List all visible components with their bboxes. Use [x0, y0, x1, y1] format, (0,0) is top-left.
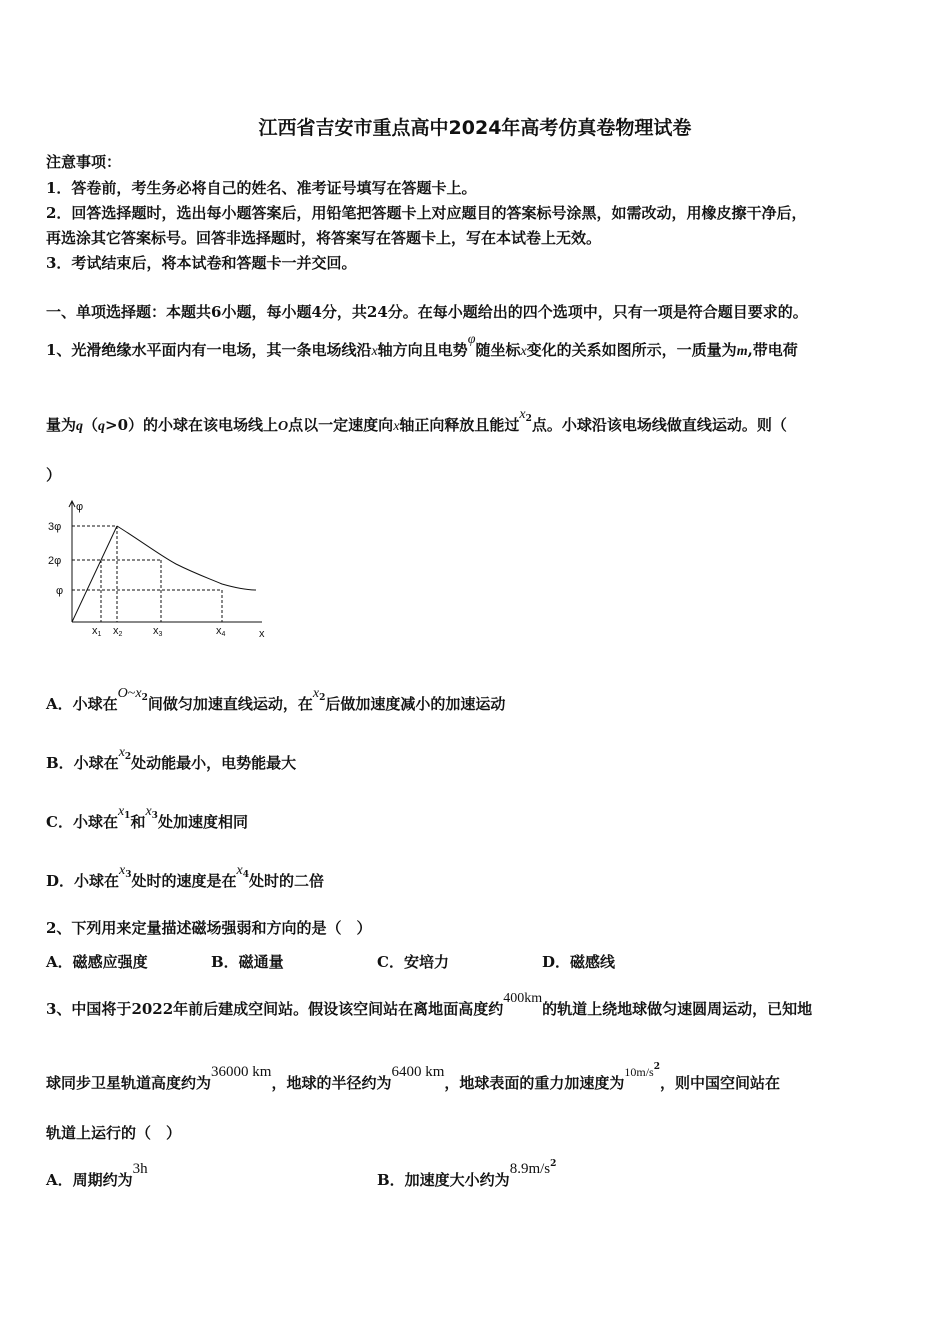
q3-line-3: 轨道上运行的（ ） [46, 1124, 182, 1142]
q1-option-c-text: 处加速度相同 [157, 813, 248, 831]
q1-option-d-text: 处时的速度是在 [131, 872, 237, 890]
q1-text: 1、光滑绝缘水平面内有一电场，其一条电场线沿 [46, 341, 372, 359]
q1-text: ,带电荷 [747, 341, 798, 359]
q3-option-b [377, 1159, 557, 1190]
acceleration-exponent: 2 [550, 1159, 557, 1169]
var-q: q [76, 419, 84, 434]
var-x1: x [117, 804, 125, 819]
q1-option-a-text: 后做加速度减小的加速运动 [325, 695, 506, 713]
q3-line-2 [46, 1062, 781, 1093]
page-title: 江西省吉安市重点高中2024年高考仿真卷物理试卷 [258, 117, 692, 139]
q1-line-1 [46, 332, 798, 360]
var-x: x [393, 419, 400, 434]
x-tick-x2: x2 [113, 625, 123, 638]
q2-stem: 2、下列用来定量描述磁场强弱和方向的是（ ） [46, 919, 372, 937]
q1-option-d [46, 863, 325, 891]
y-tick-3phi: 3φ [48, 521, 62, 533]
period-value: 3h [132, 1161, 148, 1177]
gravity-exponent: 2 [653, 1062, 660, 1072]
potential-graph [46, 498, 276, 643]
var-x4-sub: 4 [242, 870, 249, 880]
q3-text: 的轨道上绕地球做匀速圆周运动，已知地 [542, 1000, 813, 1018]
x-axis-label: x [259, 628, 265, 640]
var-x3-sub: 3 [125, 870, 132, 880]
var-x1-sub: 1 [124, 811, 131, 821]
q1-option-b [46, 745, 297, 773]
q3-line-1 [46, 991, 813, 1019]
x-tick-x3: x3 [153, 625, 163, 638]
y-axis-label: φ [76, 501, 84, 513]
q1-option-c-text: C．小球在 [46, 813, 118, 831]
notice-item-2-line-1: 2．回答选择题时，选出每小题答案后，用铅笔把答题卡上对应题目的答案标号涂黑，如需改动，用橡皮擦干净后， [46, 204, 807, 222]
q1-text: 点。小球沿该电场线做直线运动。则（ [531, 416, 787, 434]
q1-text: 变化的关系如图所示，一质量为 [526, 341, 737, 359]
q3-text: 3、中国将于2022年前后建成空间站。假设该空间站在离地面高度约 [46, 1000, 504, 1018]
var-x3: x [119, 863, 126, 878]
var-x2: x [519, 407, 526, 422]
gravity-value: 10m/s [624, 1065, 654, 1079]
q3-text: ，则中国空间站在 [660, 1074, 781, 1092]
q1-text: 轴正向释放且能过 [399, 416, 520, 434]
q1-option-c [46, 804, 248, 832]
q3-text: 球同步卫星轨道高度约为 [46, 1074, 212, 1092]
var-x3: x [145, 804, 152, 819]
q1-text: 轴方向且电势 [377, 341, 468, 359]
q1-option-a [46, 686, 506, 714]
var-m: m [736, 344, 748, 359]
q3-option-b-text: B．加速度大小约为 [377, 1171, 510, 1189]
q3-text: ，地球表面的重力加速度为 [444, 1074, 625, 1092]
var-x2-sub: 2 [141, 693, 148, 703]
q1-option-d-text: D．小球在 [46, 872, 120, 890]
var-x3-sub: 3 [151, 811, 158, 821]
q3-text: ，地球的半径约为 [271, 1074, 392, 1092]
q1-option-b-text: B．小球在 [46, 754, 119, 772]
q1-text: 点以一定速度向 [288, 416, 394, 434]
x-tick-x1: x1 [92, 625, 102, 638]
q2-option-d: D．磁感线 [542, 953, 616, 971]
notice-heading: 注意事项： [46, 153, 122, 171]
rise-line [72, 526, 117, 622]
q1-text: 随坐标 [475, 341, 521, 359]
section-heading: 一、单项选择题：本题共6小题，每小题4分，共24分。在每小题给出的四个选项中，只有一项是符合题目要求的。 [46, 303, 808, 321]
q3-option-a-text: A．周期约为 [46, 1171, 133, 1189]
q2-option-a: A．磁感应强度 [46, 953, 148, 971]
x-tick-x4: x4 [216, 625, 226, 638]
var-q: q [98, 419, 106, 434]
var-x2: x [312, 686, 320, 701]
var-x: x [520, 344, 527, 359]
var-x2-sub: 2 [319, 693, 326, 703]
notice-item-1: 1．答卷前，考生务必将自己的姓名、准考证号填写在答题卡上。 [46, 179, 477, 197]
q1-option-d-text: 处时的二倍 [249, 872, 325, 890]
q1-text: >0）的小球在该电场线上 [105, 416, 279, 434]
q2-option-b: B．磁通量 [211, 953, 284, 971]
q2-option-c: C．安培力 [377, 953, 449, 971]
var-x: x [371, 344, 378, 359]
q1-option-c-text: 和 [130, 813, 146, 831]
notice-item-2-line-2: 再选涂其它答案标号。回答非选择题时，将答案写在答题卡上，写在本试卷上无效。 [46, 229, 602, 247]
q1-line-3: ） [46, 466, 62, 484]
var-phi: φ [467, 332, 476, 347]
height-value: 400km [503, 991, 543, 1006]
var-x2-sub: 2 [124, 752, 132, 762]
notice-item-3: 3．考试结束后，将本试卷和答题卡一并交回。 [46, 254, 357, 272]
decay-curve [117, 526, 256, 590]
sync-orbit-value: 36000 km [211, 1064, 272, 1080]
var-x2: x [135, 686, 142, 701]
y-tick-phi: φ [56, 585, 64, 597]
y-tick-2phi: 2φ [48, 555, 62, 567]
q3-option-a [46, 1161, 148, 1190]
var-x4: x [236, 863, 243, 878]
q1-option-a-text: A．小球在 [46, 695, 118, 713]
q1-line-2 [46, 407, 787, 435]
var-x2-sub: 2 [525, 414, 532, 424]
q1-option-b-text: 处动能最小，电势能最大 [131, 754, 297, 772]
var-O: O [117, 686, 128, 701]
q1-text: 量为 [46, 416, 77, 434]
var-O: O [278, 419, 289, 434]
acceleration-value: 8.9m/s [509, 1161, 551, 1177]
q1-option-a-text: 间做匀加速直线运动，在 [147, 695, 313, 713]
var-x2: x [118, 745, 125, 760]
tilde: ~ [127, 686, 136, 701]
q1-text: （ [83, 416, 99, 434]
earth-radius-value: 6400 km [391, 1064, 445, 1080]
